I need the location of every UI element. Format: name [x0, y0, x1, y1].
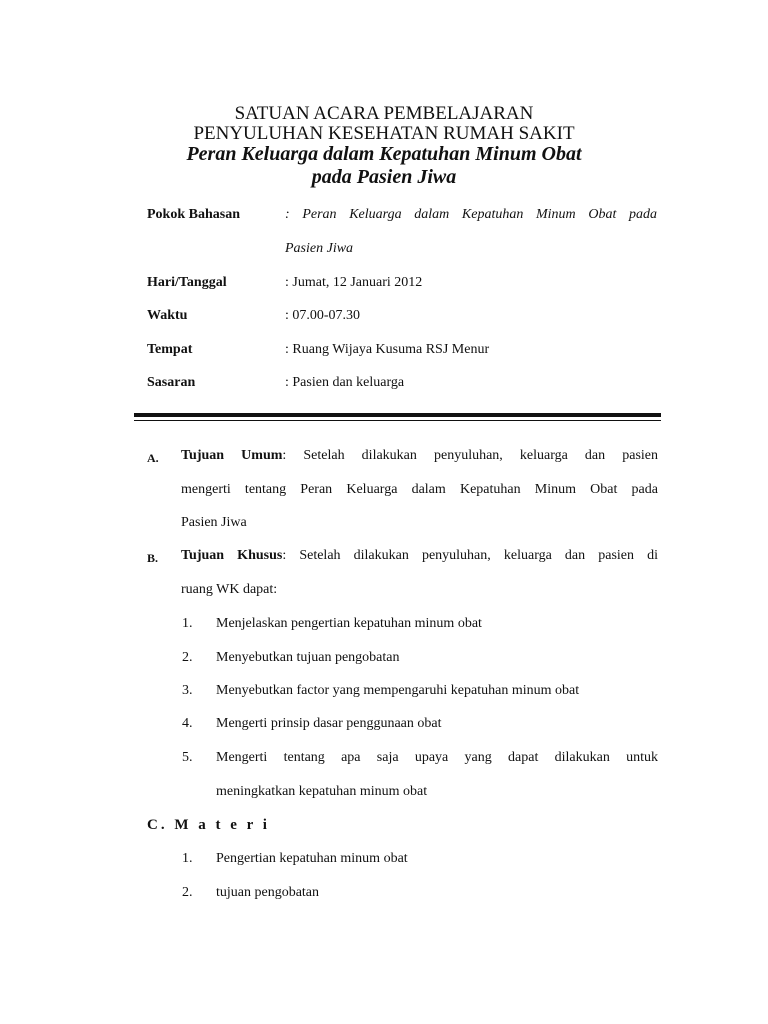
header-divider-thick — [134, 413, 661, 417]
pokok-bahasan-label: Pokok Bahasan — [147, 207, 240, 222]
document-subtitle-line-1: Peran Keluarga dalam Kepatuhan Minum Obat — [186, 143, 582, 165]
section-a-heading: Tujuan Umum — [181, 448, 283, 463]
document-subtitle-line-2: pada Pasien Jiwa — [311, 166, 457, 188]
list-item: Menyebutkan tujuan pengobatan — [216, 650, 400, 665]
document-title-line-2: PENYULUHAN KESEHATAN RUMAH SAKIT — [193, 123, 575, 144]
list-item-number: 5. — [182, 750, 193, 765]
list-item: Menjelaskan pengertian kepatuhan minum obat — [216, 616, 482, 631]
list-item: Mengerti prinsip dasar penggunaan obat — [216, 716, 442, 731]
list-item-number: 1. — [182, 851, 193, 866]
section-a-paragraph-line-3: Pasien Jiwa — [181, 515, 247, 530]
sasaran-label: Sasaran — [147, 375, 196, 390]
list-item: Mengerti tentang apa saja upaya yang dapat dilakukan untuk — [216, 750, 658, 765]
sasaran-value: : Pasien dan keluarga — [285, 375, 405, 390]
section-a-letter: A. — [147, 451, 159, 465]
document-title-line-1: SATUAN ACARA PEMBELAJARAN — [234, 103, 534, 124]
section-a-paragraph-line-1 — [181, 448, 658, 464]
tempat-label: Tempat — [147, 342, 193, 357]
section-c-heading: C. M a t e r i — [147, 817, 270, 833]
list-item: Menyebutkan factor yang mempengaruhi kepatuhan minum obat — [216, 683, 580, 698]
waktu-value: : 07.00-07.30 — [285, 308, 361, 323]
section-b-text: : Setelah dilakukan penyuluhan, keluarga dan pasien di — [282, 548, 658, 563]
list-item-number: 2. — [182, 885, 193, 900]
section-b-paragraph-line-1 — [181, 548, 658, 564]
list-item: Pengertian kepatuhan minum obat — [216, 851, 408, 866]
list-item: tujuan pengobatan — [216, 885, 320, 900]
section-a-paragraph-line-2: mengerti tentang Peran Keluarga dalam Kepatuhan Minum Obat pada — [181, 482, 658, 497]
section-b-paragraph-line-2: ruang WK dapat: — [181, 582, 278, 597]
list-item-number: 1. — [182, 616, 193, 631]
list-item-number: 2. — [182, 650, 193, 665]
hari-tanggal-label: Hari/Tanggal — [147, 275, 227, 290]
list-item-continuation: meningkatkan kepatuhan minum obat — [216, 784, 428, 799]
section-a-text: : Setelah dilakukan penyuluhan, keluarga dan pasien — [282, 448, 658, 463]
pokok-bahasan-value: : Peran Keluarga dalam Kepatuhan Minum Obat pada — [285, 207, 657, 222]
pokok-bahasan-value-cont: Pasien Jiwa — [285, 241, 354, 256]
header-divider-thin — [134, 420, 661, 421]
tempat-value: : Ruang Wijaya Kusuma RSJ Menur — [285, 342, 490, 357]
waktu-label: Waktu — [147, 308, 188, 323]
list-item-number: 3. — [182, 683, 193, 698]
hari-tanggal-value: : Jumat, 12 Januari 2012 — [285, 275, 423, 290]
section-b-heading: Tujuan Khusus — [181, 548, 283, 563]
list-item-number: 4. — [182, 716, 193, 731]
section-b-letter: B. — [147, 551, 159, 565]
